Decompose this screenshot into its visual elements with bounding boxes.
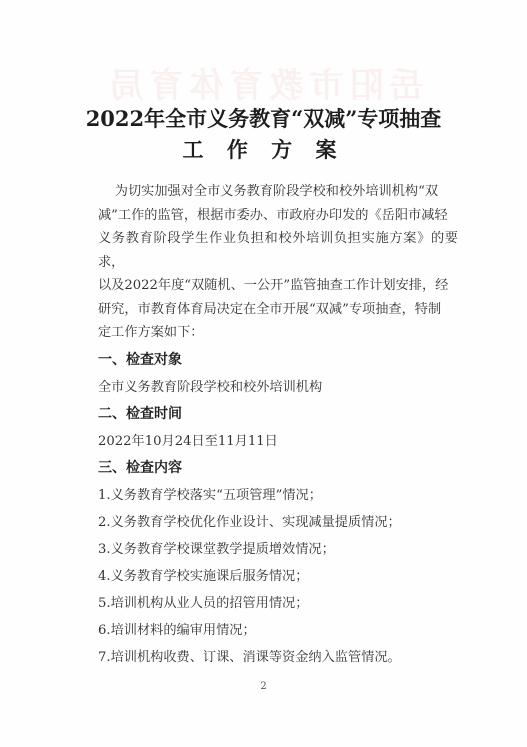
section-line: 4.义务教育学校实施课后服务情况； <box>98 569 309 584</box>
section-heading: 三、检查内容 <box>98 460 182 476</box>
intro-line: 以及2022年度“双随机、一公开”监管抽查工作计划安排，经 <box>98 278 449 293</box>
section-line: 2022年10月24日至11月11日 <box>98 434 278 449</box>
intro-line: 义务教育阶段学生作业负担和校外培训负担实施方案》的要求， <box>98 231 458 270</box>
intro-paragraph <box>98 180 458 345</box>
intro-line: 定工作方案如下： <box>98 325 204 340</box>
bleed-through-letterhead: 岳阳市教育体育局 <box>103 66 424 106</box>
section-line: 1.义务教育学校落实“五项管理”情况； <box>98 488 322 503</box>
section-line: 6.培训材料的编审用情况； <box>98 623 256 638</box>
section-line: 3.义务教育学校课堂教学提质增效情况； <box>98 542 335 557</box>
intro-line: 为切实加强对全市义务教育阶段学校和校外培训机构“双 <box>98 184 439 199</box>
page-number: 2 <box>260 681 267 692</box>
section-line: 5.培训机构从业人员的招管用情况； <box>98 596 309 611</box>
section-line: 2.义务教育学校优化作业设计、实现减量提质情况； <box>98 515 401 530</box>
intro-line: 研究，市教育体育局决定在全市开展“双减”专项抽查，特制 <box>98 301 442 317</box>
section-line: 7.培训机构收费、订课、消课等资金纳入监管情况。 <box>98 650 401 665</box>
document-title-line1: 2022年全市义务教育“双减”专项抽查 <box>85 106 442 131</box>
intro-line: 减”工作的监管，根据市委办、市政府办印发的《岳阳市减轻 <box>98 207 448 223</box>
section-heading: 二、检查时间 <box>98 406 182 422</box>
document-title-line2: 工 作 方 案 <box>182 137 345 162</box>
section-heading: 一、检查对象 <box>98 352 182 368</box>
section-line: 全市义务教育阶段学校和校外培训机构 <box>98 380 323 395</box>
